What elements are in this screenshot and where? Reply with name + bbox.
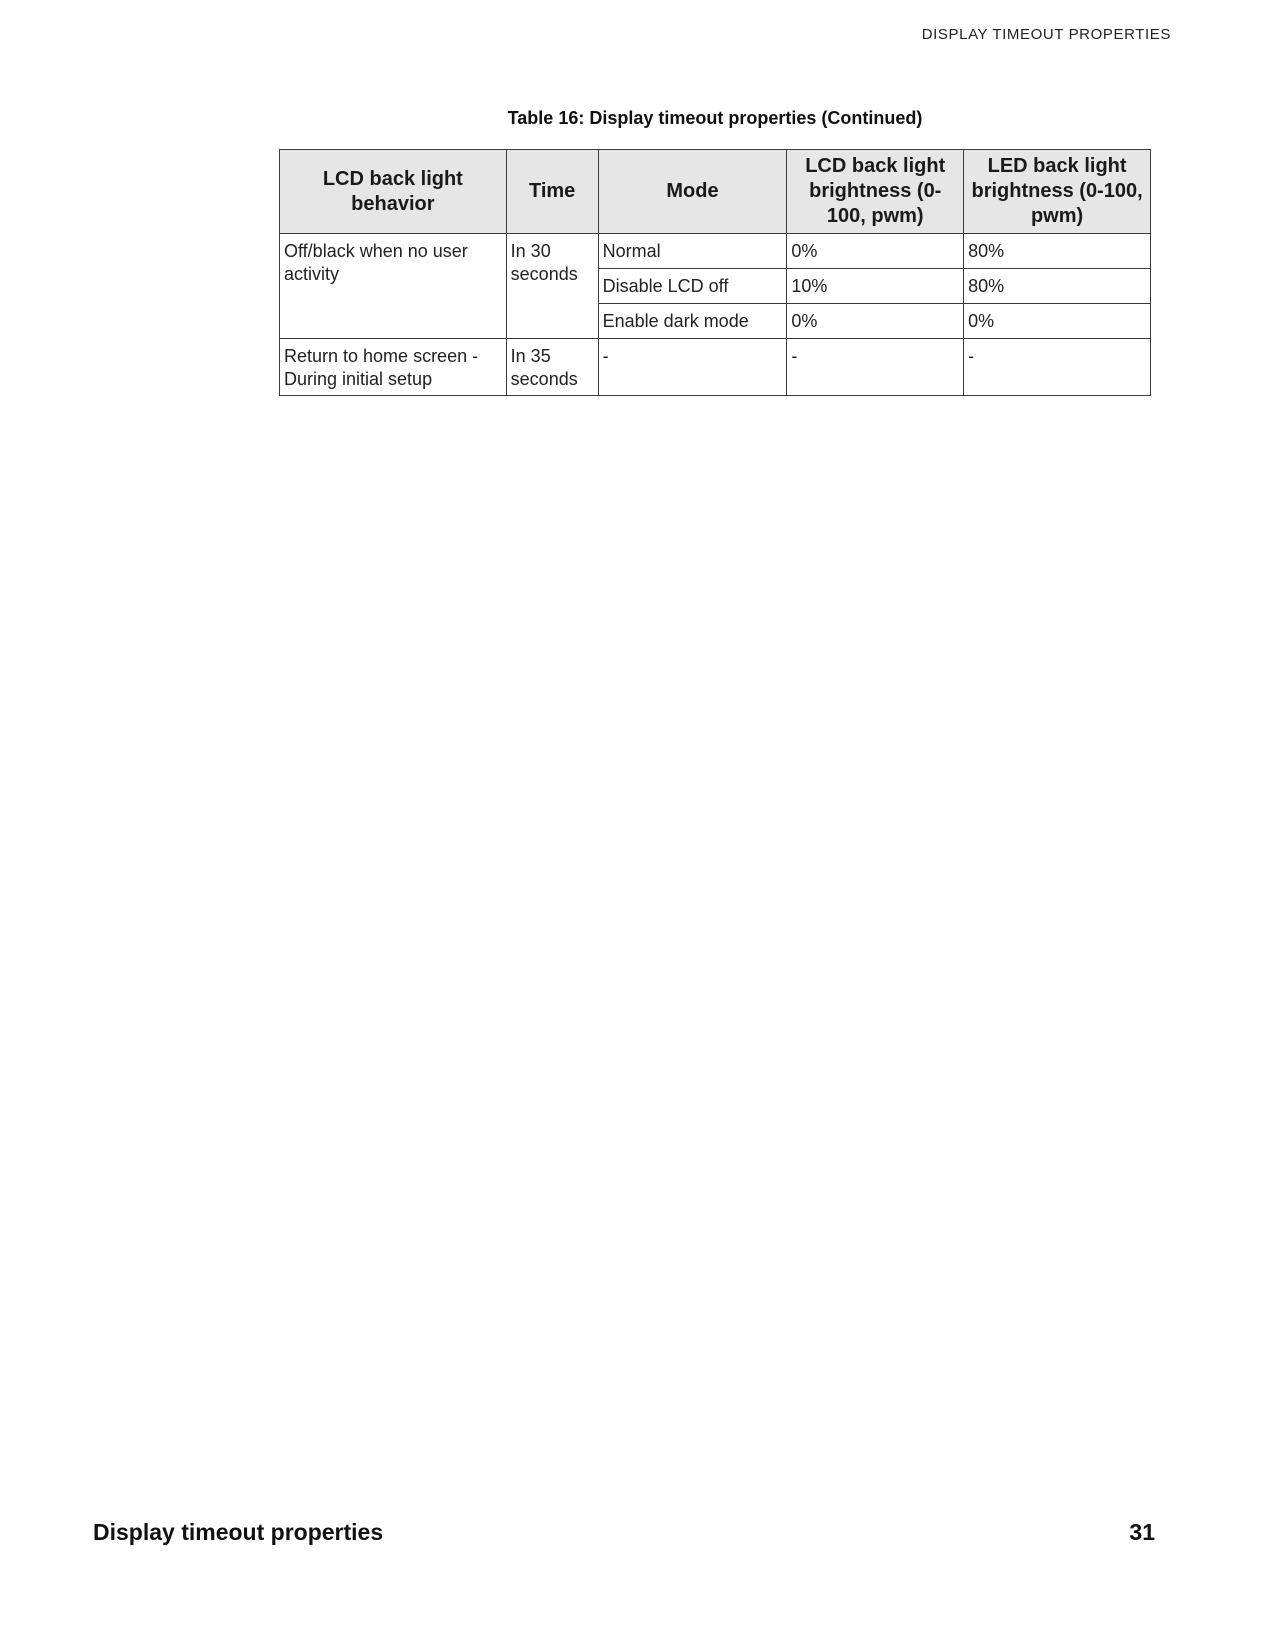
cell-led-brightness: 0% xyxy=(964,304,1151,339)
footer-section-title: Display timeout properties xyxy=(93,1519,384,1545)
cell-behavior: Off/black when no user activity xyxy=(280,234,507,339)
cell-mode: Enable dark mode xyxy=(598,304,787,339)
column-header-behavior: LCD back light behavior xyxy=(280,150,507,234)
table-row xyxy=(280,339,1151,396)
column-header-time: Time xyxy=(506,150,598,234)
cell-led-brightness: - xyxy=(964,339,1151,396)
table-row xyxy=(280,234,1151,269)
table-header-row xyxy=(280,150,1151,234)
cell-lcd-brightness: 0% xyxy=(787,304,964,339)
cell-lcd-brightness: 10% xyxy=(787,269,964,304)
cell-led-brightness: 80% xyxy=(964,234,1151,269)
cell-led-brightness: 80% xyxy=(964,269,1151,304)
column-header-mode: Mode xyxy=(598,150,787,234)
column-header-led-brightness: LED back light brightness (0-100, pwm) xyxy=(964,150,1151,234)
display-timeout-table xyxy=(279,149,1151,396)
cell-lcd-brightness: 0% xyxy=(787,234,964,269)
cell-mode: Normal xyxy=(598,234,787,269)
cell-mode: - xyxy=(598,339,787,396)
cell-time: In 35 seconds xyxy=(506,339,598,396)
column-header-lcd-brightness: LCD back light brightness (0-100, pwm) xyxy=(787,150,964,234)
page-number: 31 xyxy=(1129,1519,1155,1545)
cell-behavior: Return to home screen - During initial setup xyxy=(280,339,507,396)
table-caption: Table 16: Display timeout properties (Continued) xyxy=(507,108,923,128)
cell-time: In 30 seconds xyxy=(506,234,598,339)
cell-mode: Disable LCD off xyxy=(598,269,787,304)
running-header: DISPLAY TIMEOUT PROPERTIES xyxy=(921,26,1171,43)
cell-lcd-brightness: - xyxy=(787,339,964,396)
